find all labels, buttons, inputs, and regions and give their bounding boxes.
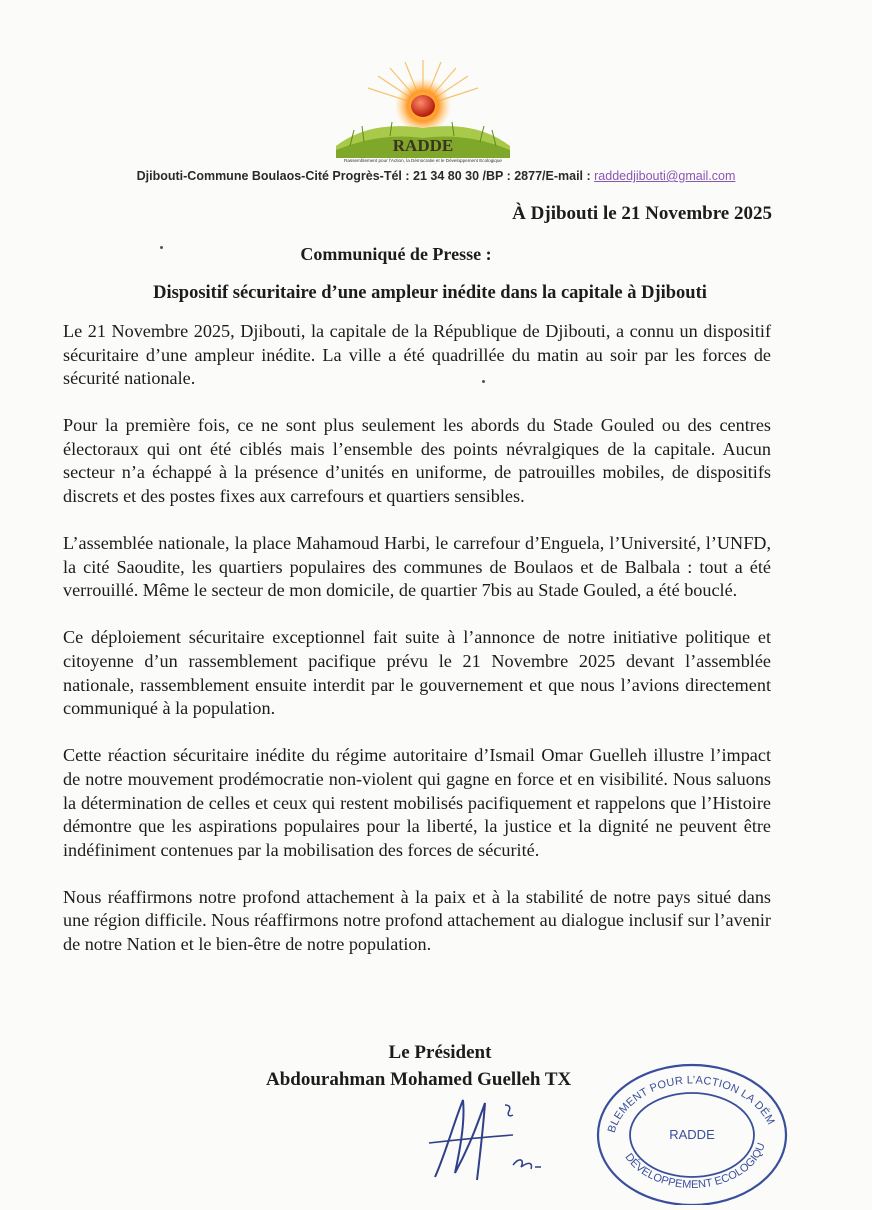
organization-stamp (592, 1055, 792, 1205)
body-paragraph: Le 21 Novembre 2025, Djibouti, la capitale de la République de Djibouti, a connu un dispositif sécuritaire d’une ampleur inédite. La ville a été quadrillée du matin au soir par les forces de sécurité nationale. (63, 321, 771, 389)
signatory-name: Abdourahman Mohamed Guelleh TX (266, 1069, 572, 1090)
communique-label: Communiqué de Presse : (300, 244, 492, 264)
radde-logo-graphic (330, 58, 516, 168)
paper-speck (482, 380, 485, 383)
body-paragraph: Cette réaction sécuritaire inédite du régime autoritaire d’Ismail Omar Guelleh illustre l’impact de notre mouvement prodémocratie non-violent qui gagne en force et en visibilité. Nous saluons la détermination de celles et ceux qui restent mobilisés pacifiquement et rappelons que l’Histoire démontre que les aspirations populaires pour la liberté, la justice et la dignité ne peuvent être indéfiniment contenues par la mobilisation des forces de sécurité. (63, 745, 771, 860)
stamp-center-text: RADDE (669, 1127, 715, 1142)
contact-line (0, 169, 872, 183)
body-paragraph: Ce déploiement sécuritaire exceptionnel fait suite à l’annonce de notre initiative politique et citoyenne d’un rassemblement pacifique prévu le 21 Novembre 2025 devant l’assemblée nationale, rassemblement ensuite interdit par le gouvernement et que nous l’avions directement communiqué à la population. (63, 627, 771, 719)
body-paragraph: Pour la première fois, ce ne sont plus seulement les abords du Stade Gouled ou des centres électoraux qui ont été ciblés mais l’ensemble des points névralgiques de la capitale. Aucun secteur n’a échappé à la présence d’unités en uniforme, de patrouilles mobiles, de dispositifs discrets et des postes fixes aux carrefours et quartiers sensibles. (63, 415, 771, 507)
email-link[interactable]: raddedjibouti@gmail.com (594, 169, 736, 183)
logo-acronym: RADDE (392, 136, 454, 155)
logo-tagline: Rassemblement pour l'Action, la Démocratie et le Développement Ecologique (344, 158, 502, 163)
document-title: Dispositif sécuritaire d’une ampleur inédite dans la capitale à Djibouti (153, 283, 707, 303)
signature-icon (425, 1085, 565, 1185)
contact-text: Djibouti-Commune Boulaos-Cité Progrès-Tél : 21 34 80 30 /BP : 2877/E-mail : (136, 169, 595, 183)
stamp-outer-top-text: BLEMENT POUR L’ACTION LA DÉM (605, 1074, 777, 1135)
signatory-title: Le Président (388, 1042, 492, 1063)
paper-speck (160, 246, 163, 249)
handwritten-signature (425, 1085, 565, 1185)
document-body (63, 320, 771, 980)
radde-logo (330, 58, 516, 168)
body-paragraph: L’assemblée nationale, la place Mahamoud Harbi, le carrefour d’Enguela, l’Université, l’UNFD, la cité Saoudite, les quartiers populaires des communes de Boulaos et de Balbala : tout a été verrouillé. Même le secteur de mon domicile, de quartier 7bis au Stade Gouled, a été bouclé. (63, 533, 771, 601)
body-paragraph: Nous réaffirmons notre profond attachement à la paix et à la stabilité de notre pays situé dans une région difficile. Nous réaffirmons notre profond attachement au dialogue inclusif sur l’avenir de notre Nation et le bien-être de notre population. (63, 886, 771, 954)
stamp-seal-icon (592, 1055, 792, 1205)
document-date: À Djibouti le 21 Novembre 2025 (512, 203, 772, 224)
svg-text:RASSEMBLEMENT POUR L’ACTION LA (592, 1055, 777, 1134)
stamp-outer-bottom-text: DÉVELOPPEMENT ECOLOGIQU (622, 1141, 768, 1192)
